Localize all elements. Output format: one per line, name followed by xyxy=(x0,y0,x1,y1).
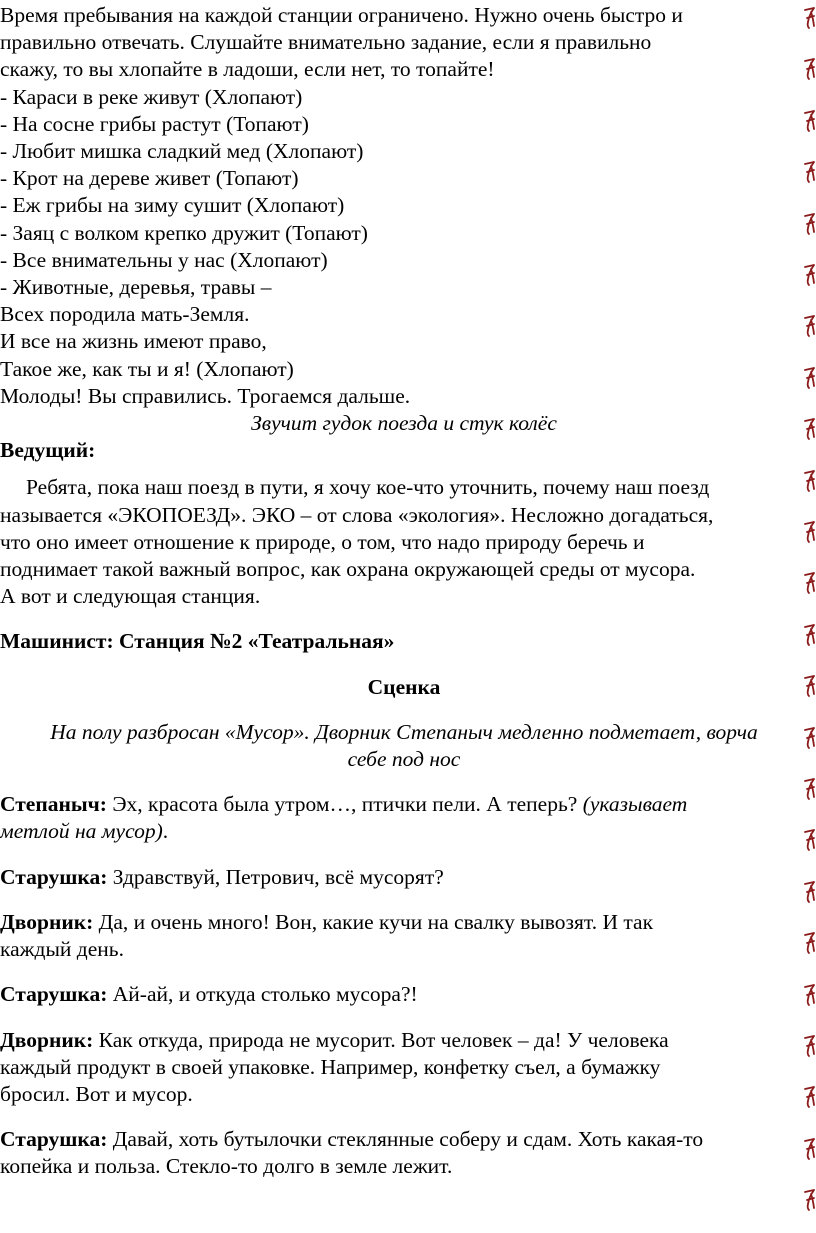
text-line: скажу, то вы хлопайте в ладоши, если нет, то топайте! xyxy=(0,57,495,82)
spacer xyxy=(0,464,808,474)
speaker-name: Дворник: xyxy=(0,1027,94,1052)
spacer xyxy=(0,1108,808,1126)
host-speech xyxy=(0,474,808,610)
poem-line: И все на жизнь имеют право, xyxy=(0,329,267,354)
spacer xyxy=(0,656,808,674)
dialogue-entry xyxy=(0,791,808,845)
quiz-line: - На сосне грибы растут (Топают) xyxy=(0,111,309,136)
speech-text: Здравствуй, Петрович, всё мусорят? xyxy=(107,864,444,889)
scene-title: Сценка xyxy=(367,674,441,699)
border-ornament-icon xyxy=(802,674,816,698)
text-line: А вот и следующая станция. xyxy=(0,584,261,609)
border-ornament-icon xyxy=(802,469,816,493)
speech-text: Эх, красота была утром…, птички пели. А теперь? xyxy=(106,792,583,817)
spacer xyxy=(0,963,808,981)
host-label: Ведущий: xyxy=(0,438,96,463)
speech-text: Как откуда, природа не мусорит. Вот человек – да! У человека xyxy=(93,1027,669,1052)
text-line xyxy=(0,1153,808,1180)
text-line xyxy=(0,791,808,818)
spacer xyxy=(0,701,808,719)
border-ornament-icon xyxy=(802,366,816,390)
text-line: правильно отвечать. Слушайте внимательно задание, если я правильно xyxy=(0,30,652,55)
intro-block xyxy=(0,2,808,410)
border-ornament-icon xyxy=(802,160,816,184)
border-ornament-icon xyxy=(802,571,816,595)
text-line xyxy=(0,936,808,963)
spacer xyxy=(0,773,808,791)
spacer xyxy=(0,891,808,909)
text-line xyxy=(0,1027,808,1054)
dialogue xyxy=(0,773,808,1180)
text-line xyxy=(0,1054,808,1081)
text-line xyxy=(0,909,808,936)
station-heading: Машинист: Станция №2 «Театральная» xyxy=(0,629,395,654)
speech-text: Давай, хоть бутылочки стеклянные соберу и сдам. Хоть какая-то xyxy=(107,1127,704,1152)
text-line: поднимает такой важный вопрос, как охрана окружающей среды от мусора. xyxy=(0,557,696,582)
stage-remark: метлой на мусор) xyxy=(0,819,163,844)
scene-direction xyxy=(0,719,808,773)
quiz-line: - Караси в реке живут (Хлопают) xyxy=(0,84,303,109)
quiz-line: - Все внимательны у нас (Хлопают) xyxy=(0,247,328,272)
text-line: Время пребывания на каждой станции ограничено. Нужно очень быстро и xyxy=(0,3,683,27)
text-line: называется «ЭКОПОЕЗД». ЭКО – от слова «экология». Несложно догадаться, xyxy=(0,502,714,527)
speaker-name: Старушка: xyxy=(0,982,108,1007)
spacer xyxy=(0,846,808,864)
border-ornament-icon xyxy=(802,880,816,904)
border-ornament-icon xyxy=(802,931,816,955)
text-line xyxy=(0,1126,808,1153)
quiz-line: - Крот на дереве живет (Топают) xyxy=(0,166,299,191)
border-ornament-icon xyxy=(802,623,816,647)
spacer xyxy=(0,610,808,628)
spacer xyxy=(0,1009,808,1027)
border-ornament-icon xyxy=(802,109,816,133)
poem-line: Всех породила мать-Земля. xyxy=(0,302,250,327)
speaker-name: Старушка: xyxy=(0,864,108,889)
speech-text: Ай-ай, и откуда столько мусора?! xyxy=(107,982,418,1007)
speaker-name: Старушка: xyxy=(0,1127,108,1152)
dialogue-entry xyxy=(0,1027,808,1109)
text-line xyxy=(0,818,808,845)
border-ornament-icon xyxy=(802,57,816,81)
speech-text: каждый продукт в своей упаковке. Например, конфетку съел, а бумажку xyxy=(0,1054,661,1079)
poem-line: Такое же, как ты и я! (Хлопают) xyxy=(0,356,294,381)
dialogue-entry xyxy=(0,981,808,1008)
border-ornament-icon xyxy=(802,6,816,30)
border-ornament-icon xyxy=(802,828,816,852)
text-line xyxy=(0,1081,808,1108)
text-line: Молоды! Вы справились. Трогаемся дальше. xyxy=(0,383,411,408)
border-ornament-icon xyxy=(802,1034,816,1058)
speech-text: . xyxy=(162,819,169,844)
stage-remark: (указывает xyxy=(582,792,688,817)
speech-text: каждый день. xyxy=(0,937,124,962)
border-ornament-icon xyxy=(802,263,816,287)
border-ornament-icon xyxy=(802,983,816,1007)
quiz-line: - Заяц с волком крепко дружит (Топают) xyxy=(0,220,368,245)
text-line xyxy=(0,981,808,1008)
text-line xyxy=(0,864,808,891)
border-ornament-icon xyxy=(802,726,816,750)
speech-text: бросил. Вот и мусор. xyxy=(0,1081,193,1106)
border-ornament-icon xyxy=(802,212,816,236)
border-ornament-icon xyxy=(802,1188,816,1212)
text-line: На полу разбросан «Мусор». Дворник Степаныч медленно подметает, ворча xyxy=(50,719,758,744)
border-ornament-icon xyxy=(802,777,816,801)
border-ornament-icon xyxy=(802,1137,816,1161)
quiz-line: - Еж грибы на зиму сушит (Хлопают) xyxy=(0,193,345,218)
poem-line: - Животные, деревья, травы – xyxy=(0,275,272,300)
document-page xyxy=(0,2,808,1181)
border-ornament-icon xyxy=(802,1085,816,1109)
border-ornament-icon xyxy=(802,520,816,544)
speech-text: копейка и польза. Стекло-то долго в земле лежит. xyxy=(0,1154,453,1179)
speaker-name: Степаныч: xyxy=(0,792,107,817)
border-ornament-icon xyxy=(802,314,816,338)
dialogue-entry xyxy=(0,864,808,891)
dialogue-entry xyxy=(0,1126,808,1180)
stage-direction-train: Звучит гудок поезда и стук колёс xyxy=(251,411,557,436)
text-line: Ребята, пока наш поезд в пути, я хочу кое-что уточнить, почему наш поезд xyxy=(26,475,710,500)
speaker-name: Дворник: xyxy=(0,909,94,934)
dialogue-entry xyxy=(0,909,808,963)
decorative-border-ornament-column xyxy=(802,0,816,1233)
text-line: себе под нос xyxy=(347,747,461,772)
text-line: что оно имеет отношение к природе, о том, что надо природу беречь и xyxy=(0,529,645,554)
border-ornament-icon xyxy=(802,417,816,441)
quiz-line: - Любит мишка сладкий мед (Хлопают) xyxy=(0,139,364,164)
speech-text: Да, и очень много! Вон, какие кучи на свалку вывозят. И так xyxy=(93,909,654,934)
